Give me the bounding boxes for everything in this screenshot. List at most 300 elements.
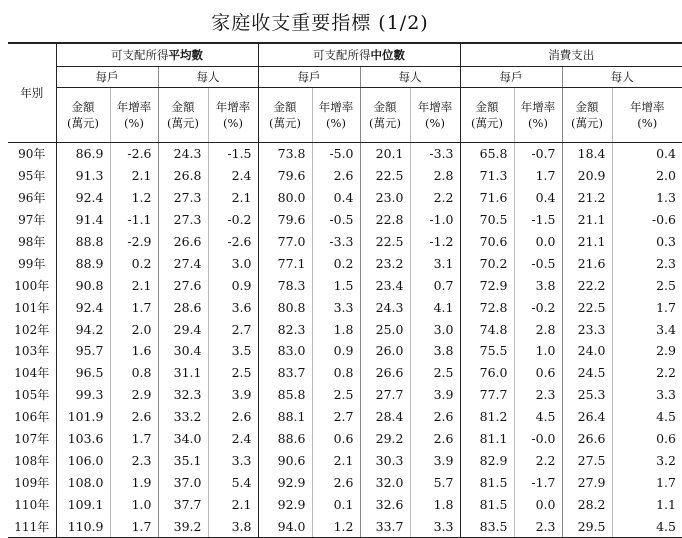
sub-header-row (8, 67, 682, 88)
growth-cell: 0.0 (514, 231, 562, 253)
year-cell: 106年 (8, 406, 56, 428)
table-row (8, 318, 682, 340)
amount-cell: 103.6 (56, 428, 110, 450)
growth-cell: 2.0 (612, 165, 682, 187)
amount-cell: 27.6 (158, 274, 208, 296)
amount-unit: (萬元) (159, 115, 208, 131)
amount-cell: 78.3 (258, 274, 312, 296)
growth-cell: 3.3 (612, 384, 682, 406)
disposable-income-mean-header (56, 43, 258, 67)
growth-cell: 0.0 (514, 493, 562, 515)
growth-cell: 0.4 (514, 187, 562, 209)
growth-cell: -1.0 (410, 209, 460, 231)
amount-cell: 24.5 (562, 362, 612, 384)
amount-cell: 71.6 (460, 187, 514, 209)
amount-cell: 33.7 (360, 515, 410, 537)
amount-cell: 20.9 (562, 165, 612, 187)
amount-unit: (萬元) (259, 115, 312, 131)
group1-bold: 平均數 (169, 48, 204, 62)
amount-label: 金額 (159, 99, 208, 115)
growth-label: 年增率 (313, 99, 360, 115)
amount-unit: (萬元) (361, 115, 410, 131)
growth-cell: -1.7 (514, 471, 562, 493)
growth-cell: 5.7 (410, 471, 460, 493)
growth-cell: 2.5 (410, 362, 460, 384)
per-household-header: 每戶 (460, 67, 562, 88)
amount-cell: 37.0 (158, 471, 208, 493)
amount-header (460, 88, 514, 143)
amount-cell: 30.4 (158, 340, 208, 362)
year-cell: 101年 (8, 296, 56, 318)
amount-cell: 22.5 (562, 296, 612, 318)
consumption-header: 消費支出 (460, 43, 682, 67)
per-person-header: 每人 (562, 67, 682, 88)
amount-cell: 70.2 (460, 252, 514, 274)
amount-cell: 34.0 (158, 428, 208, 450)
amount-cell: 109.1 (56, 493, 110, 515)
year-cell: 108年 (8, 449, 56, 471)
growth-cell: -0.0 (514, 428, 562, 450)
amount-cell: 26.4 (562, 406, 612, 428)
amount-cell: 88.1 (258, 406, 312, 428)
growth-cell: -0.2 (514, 296, 562, 318)
growth-cell: 3.0 (208, 252, 258, 274)
amount-cell: 23.4 (360, 274, 410, 296)
table-row (8, 428, 682, 450)
amount-cell: 18.4 (562, 143, 612, 165)
year-header: 年別 (8, 43, 56, 143)
year-cell: 111年 (8, 515, 56, 537)
growth-cell: 1.7 (110, 296, 158, 318)
table-row (8, 165, 682, 187)
growth-cell: 2.1 (312, 449, 360, 471)
growth-cell: 2.1 (110, 274, 158, 296)
growth-cell: -0.5 (312, 209, 360, 231)
amount-cell: 27.5 (562, 449, 612, 471)
amount-cell: 92.4 (56, 296, 110, 318)
year-cell: 107年 (8, 428, 56, 450)
growth-cell: 2.5 (612, 274, 682, 296)
amount-cell: 77.7 (460, 384, 514, 406)
per-household-header: 每戶 (258, 67, 360, 88)
amount-cell: 82.3 (258, 318, 312, 340)
amount-header (360, 88, 410, 143)
growth-cell: 2.9 (612, 340, 682, 362)
amount-cell: 80.0 (258, 187, 312, 209)
growth-cell: 2.8 (410, 165, 460, 187)
year-cell: 105年 (8, 384, 56, 406)
growth-cell: 2.6 (410, 428, 460, 450)
growth-cell: 3.4 (612, 318, 682, 340)
growth-cell: 1.2 (110, 187, 158, 209)
amount-cell: 35.1 (158, 449, 208, 471)
year-cell: 102年 (8, 318, 56, 340)
amount-label: 金額 (57, 99, 110, 115)
year-cell: 103年 (8, 340, 56, 362)
growth-cell: 4.5 (612, 406, 682, 428)
amount-cell: 83.5 (460, 515, 514, 537)
growth-unit: (%) (613, 115, 682, 131)
growth-unit: (%) (209, 115, 258, 131)
table-row (8, 362, 682, 384)
amount-unit: (萬元) (461, 115, 514, 131)
table-row (8, 187, 682, 209)
table-body (8, 143, 682, 538)
growth-unit: (%) (515, 115, 562, 131)
growth-cell: 3.8 (410, 340, 460, 362)
amount-cell: 27.4 (158, 252, 208, 274)
year-cell: 110年 (8, 493, 56, 515)
amount-cell: 21.6 (562, 252, 612, 274)
growth-cell: 1.0 (110, 493, 158, 515)
page-title: 家庭收支重要指標 (1/2) (0, 8, 640, 35)
growth-cell: -0.2 (208, 209, 258, 231)
growth-label: 年增率 (411, 99, 460, 115)
amount-cell: 22.2 (562, 274, 612, 296)
amount-cell: 22.5 (360, 165, 410, 187)
amount-cell: 32.0 (360, 471, 410, 493)
growth-cell: 0.8 (312, 362, 360, 384)
growth-cell: 4.5 (514, 406, 562, 428)
growth-cell: -3.3 (410, 143, 460, 165)
amount-cell: 86.9 (56, 143, 110, 165)
amount-cell: 33.2 (158, 406, 208, 428)
growth-rate-header (208, 88, 258, 143)
growth-cell: 3.8 (514, 274, 562, 296)
growth-cell: -1.5 (208, 143, 258, 165)
growth-cell: 3.5 (208, 340, 258, 362)
growth-cell: 1.6 (110, 340, 158, 362)
amount-cell: 79.6 (258, 209, 312, 231)
growth-rate-header (612, 88, 682, 143)
amount-cell: 75.5 (460, 340, 514, 362)
growth-cell: -2.9 (110, 231, 158, 253)
growth-cell: 2.1 (208, 187, 258, 209)
amount-cell: 77.1 (258, 252, 312, 274)
amount-cell: 95.7 (56, 340, 110, 362)
growth-cell: 1.8 (312, 318, 360, 340)
growth-cell: 2.3 (514, 384, 562, 406)
amount-cell: 65.8 (460, 143, 514, 165)
amount-cell: 29.2 (360, 428, 410, 450)
amount-unit: (萬元) (57, 115, 110, 131)
growth-cell: 2.3 (110, 449, 158, 471)
growth-cell: 2.5 (312, 384, 360, 406)
amount-cell: 81.5 (460, 471, 514, 493)
table-row (8, 449, 682, 471)
growth-cell: -0.6 (612, 209, 682, 231)
amount-cell: 82.9 (460, 449, 514, 471)
amount-cell: 76.0 (460, 362, 514, 384)
growth-cell: 1.7 (612, 471, 682, 493)
amount-cell: 29.4 (158, 318, 208, 340)
growth-cell: 2.4 (208, 165, 258, 187)
growth-cell: 2.8 (514, 318, 562, 340)
growth-cell: 3.9 (208, 384, 258, 406)
growth-cell: 3.3 (410, 515, 460, 537)
growth-cell: 2.3 (514, 515, 562, 537)
amount-cell: 110.9 (56, 515, 110, 537)
table-row (8, 252, 682, 274)
growth-cell: 0.2 (312, 252, 360, 274)
growth-cell: 2.2 (514, 449, 562, 471)
growth-cell: 2.6 (110, 406, 158, 428)
amount-cell: 28.2 (562, 493, 612, 515)
growth-cell: 1.1 (612, 493, 682, 515)
table-row (8, 274, 682, 296)
table-row (8, 143, 682, 165)
amount-cell: 32.3 (158, 384, 208, 406)
amount-cell: 94.0 (258, 515, 312, 537)
amount-cell: 28.6 (158, 296, 208, 318)
year-cell: 100年 (8, 274, 56, 296)
per-person-header: 每人 (360, 67, 460, 88)
amount-cell: 106.0 (56, 449, 110, 471)
amount-cell: 72.8 (460, 296, 514, 318)
growth-cell: 2.0 (110, 318, 158, 340)
growth-cell: -3.3 (312, 231, 360, 253)
growth-cell: 2.6 (312, 471, 360, 493)
amount-cell: 23.2 (360, 252, 410, 274)
amount-cell: 101.9 (56, 406, 110, 428)
amount-cell: 28.4 (360, 406, 410, 428)
table-row (8, 296, 682, 318)
growth-cell: 5.4 (208, 471, 258, 493)
amount-cell: 20.1 (360, 143, 410, 165)
per-person-header: 每人 (158, 67, 258, 88)
growth-cell: 3.9 (410, 449, 460, 471)
growth-cell: -5.0 (312, 143, 360, 165)
growth-cell: 1.5 (312, 274, 360, 296)
amount-cell: 70.5 (460, 209, 514, 231)
amount-label: 金額 (259, 99, 312, 115)
amount-cell: 92.9 (258, 471, 312, 493)
growth-cell: 2.2 (612, 362, 682, 384)
amount-header (562, 88, 612, 143)
amount-cell: 25.3 (562, 384, 612, 406)
growth-cell: 2.6 (410, 406, 460, 428)
amount-cell: 24.3 (158, 143, 208, 165)
amount-cell: 29.5 (562, 515, 612, 537)
growth-label: 年增率 (111, 99, 158, 115)
growth-cell: 3.6 (208, 296, 258, 318)
year-cell: 104年 (8, 362, 56, 384)
growth-cell: 2.7 (312, 406, 360, 428)
growth-cell: 3.9 (410, 384, 460, 406)
growth-cell: 1.2 (312, 515, 360, 537)
table-row (8, 209, 682, 231)
growth-cell: 1.7 (612, 296, 682, 318)
growth-cell: 2.3 (612, 252, 682, 274)
amount-cell: 26.6 (158, 231, 208, 253)
growth-cell: 2.1 (110, 165, 158, 187)
growth-cell: 4.1 (410, 296, 460, 318)
amount-cell: 27.3 (158, 187, 208, 209)
amount-cell: 24.0 (562, 340, 612, 362)
growth-cell: -2.6 (110, 143, 158, 165)
amount-cell: 92.4 (56, 187, 110, 209)
group2-bold: 中位數 (371, 48, 406, 62)
table-row (8, 471, 682, 493)
growth-cell: -1.5 (514, 209, 562, 231)
growth-cell: 4.5 (612, 515, 682, 537)
year-cell: 95年 (8, 165, 56, 187)
growth-rate-header (110, 88, 158, 143)
amount-cell: 92.9 (258, 493, 312, 515)
amount-cell: 37.7 (158, 493, 208, 515)
amount-label: 金額 (563, 99, 612, 115)
growth-rate-header (514, 88, 562, 143)
year-cell: 90年 (8, 143, 56, 165)
amount-cell: 81.1 (460, 428, 514, 450)
amount-cell: 30.3 (360, 449, 410, 471)
growth-cell: 0.4 (612, 143, 682, 165)
amount-cell: 23.3 (562, 318, 612, 340)
growth-cell: 1.7 (514, 165, 562, 187)
growth-cell: -2.6 (208, 231, 258, 253)
growth-cell: 1.0 (514, 340, 562, 362)
unit-header-row (8, 88, 682, 143)
table-row (8, 493, 682, 515)
disposable-income-median-header (258, 43, 460, 67)
growth-cell: 0.7 (410, 274, 460, 296)
amount-cell: 27.7 (360, 384, 410, 406)
growth-rate-header (410, 88, 460, 143)
group1-prefix: 可支配所得 (111, 48, 169, 62)
amount-cell: 77.0 (258, 231, 312, 253)
amount-cell: 81.2 (460, 406, 514, 428)
group2-prefix: 可支配所得 (313, 48, 371, 62)
year-cell: 96年 (8, 187, 56, 209)
amount-unit: (萬元) (563, 115, 612, 131)
amount-cell: 90.8 (56, 274, 110, 296)
growth-cell: 0.3 (612, 231, 682, 253)
growth-unit: (%) (111, 115, 158, 131)
amount-cell: 22.5 (360, 231, 410, 253)
year-cell: 97年 (8, 209, 56, 231)
amount-label: 金額 (461, 99, 514, 115)
growth-cell: 1.7 (110, 515, 158, 537)
amount-cell: 94.2 (56, 318, 110, 340)
growth-cell: 2.9 (110, 384, 158, 406)
growth-cell: 0.6 (612, 428, 682, 450)
growth-cell: 3.3 (312, 296, 360, 318)
year-cell: 109年 (8, 471, 56, 493)
growth-cell: 0.2 (110, 252, 158, 274)
table-row (8, 515, 682, 537)
amount-cell: 25.0 (360, 318, 410, 340)
amount-cell: 23.0 (360, 187, 410, 209)
amount-cell: 74.8 (460, 318, 514, 340)
growth-cell: 2.4 (208, 428, 258, 450)
growth-cell: -1.1 (110, 209, 158, 231)
amount-cell: 83.7 (258, 362, 312, 384)
growth-cell: 1.9 (110, 471, 158, 493)
growth-cell: 0.4 (312, 187, 360, 209)
amount-cell: 88.9 (56, 252, 110, 274)
growth-cell: 3.8 (208, 515, 258, 537)
table-row (8, 231, 682, 253)
growth-label: 年增率 (209, 99, 258, 115)
growth-cell: 0.9 (312, 340, 360, 362)
amount-cell: 31.1 (158, 362, 208, 384)
amount-cell: 26.0 (360, 340, 410, 362)
indicator-table (8, 42, 682, 538)
amount-cell: 80.8 (258, 296, 312, 318)
amount-cell: 79.6 (258, 165, 312, 187)
amount-cell: 26.8 (158, 165, 208, 187)
amount-cell: 21.2 (562, 187, 612, 209)
year-cell: 99年 (8, 252, 56, 274)
amount-cell: 26.6 (360, 362, 410, 384)
growth-cell: 3.3 (208, 449, 258, 471)
growth-unit: (%) (411, 115, 460, 131)
year-cell: 98年 (8, 231, 56, 253)
growth-cell: 1.7 (110, 428, 158, 450)
table-row (8, 406, 682, 428)
amount-cell: 27.9 (562, 471, 612, 493)
amount-cell: 83.0 (258, 340, 312, 362)
amount-cell: 73.8 (258, 143, 312, 165)
amount-cell: 90.6 (258, 449, 312, 471)
growth-cell: 2.5 (208, 362, 258, 384)
amount-cell: 39.2 (158, 515, 208, 537)
growth-cell: 3.1 (410, 252, 460, 274)
growth-cell: 0.6 (514, 362, 562, 384)
amount-cell: 32.6 (360, 493, 410, 515)
growth-cell: -0.5 (514, 252, 562, 274)
growth-cell: 2.6 (208, 406, 258, 428)
amount-cell: 21.1 (562, 209, 612, 231)
growth-cell: 2.1 (208, 493, 258, 515)
amount-label: 金額 (361, 99, 410, 115)
amount-cell: 91.3 (56, 165, 110, 187)
amount-cell: 21.1 (562, 231, 612, 253)
amount-cell: 108.0 (56, 471, 110, 493)
growth-cell: 2.2 (410, 187, 460, 209)
amount-cell: 91.4 (56, 209, 110, 231)
table-row (8, 384, 682, 406)
amount-header (158, 88, 208, 143)
growth-cell: 2.7 (208, 318, 258, 340)
amount-header (258, 88, 312, 143)
amount-cell: 71.3 (460, 165, 514, 187)
growth-cell: 0.6 (312, 428, 360, 450)
growth-rate-header (312, 88, 360, 143)
growth-cell: 0.9 (208, 274, 258, 296)
table-header (8, 43, 682, 143)
per-household-header: 每戶 (56, 67, 158, 88)
growth-label: 年增率 (515, 99, 562, 115)
amount-cell: 70.6 (460, 231, 514, 253)
amount-cell: 72.9 (460, 274, 514, 296)
amount-header (56, 88, 110, 143)
growth-cell: 1.3 (612, 187, 682, 209)
growth-cell: 2.6 (312, 165, 360, 187)
growth-cell: 0.1 (312, 493, 360, 515)
growth-unit: (%) (313, 115, 360, 131)
growth-cell: -0.7 (514, 143, 562, 165)
amount-cell: 96.5 (56, 362, 110, 384)
amount-cell: 26.6 (562, 428, 612, 450)
table-row (8, 340, 682, 362)
growth-cell: 3.0 (410, 318, 460, 340)
growth-cell: -1.2 (410, 231, 460, 253)
amount-cell: 24.3 (360, 296, 410, 318)
growth-label: 年增率 (613, 99, 682, 115)
amount-cell: 88.8 (56, 231, 110, 253)
growth-cell: 1.8 (410, 493, 460, 515)
